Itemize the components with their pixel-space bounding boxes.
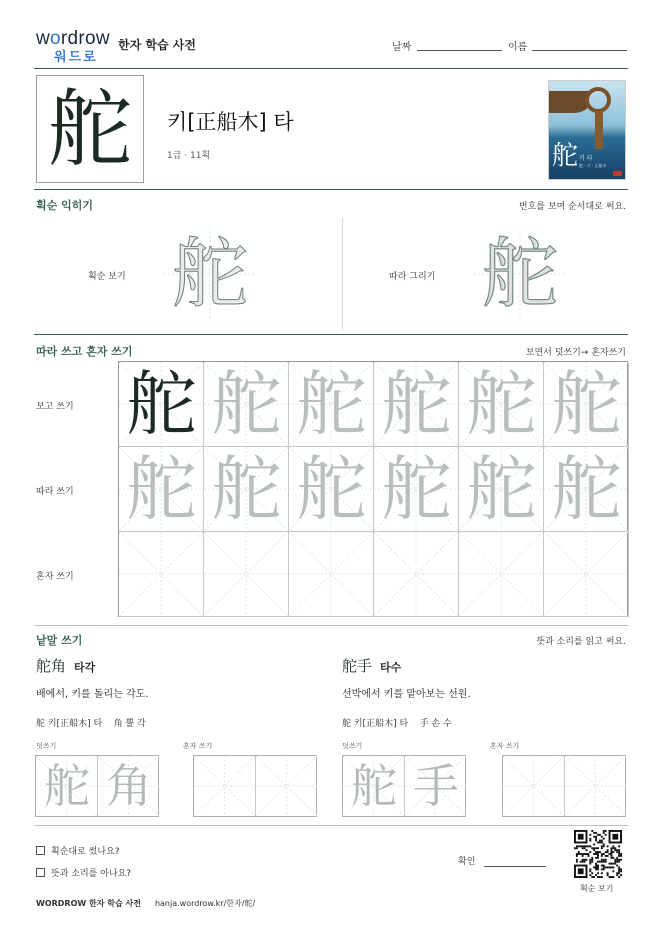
practice-cell[interactable] — [544, 447, 629, 532]
vocab-parts-1: 舵 키[正船木] 타 角 뿔 각 — [36, 719, 146, 729]
practice-grid[interactable] — [118, 361, 628, 617]
practice-cell[interactable] — [374, 532, 459, 617]
trace-character: 舵 — [381, 448, 452, 530]
vocab-alone-label-2: 혼자 쓰기 — [490, 742, 520, 750]
vocab-meaning-2: 선박에서 키를 맡아보는 선원. — [342, 689, 471, 700]
stroke-rule — [34, 334, 628, 335]
checklist-text: 뜻과 소리를 아나요? — [51, 869, 132, 879]
trace-character: 舵 — [466, 363, 537, 445]
trace-char: 舵 — [44, 759, 90, 813]
illustration-subcaption: 舵 · 키 · 正船木 — [579, 163, 607, 168]
vocab-word-2: 舵手 — [342, 657, 373, 675]
vocab-trace-label-1: 덧쓰기 — [36, 742, 57, 750]
checkbox[interactable] — [36, 868, 45, 877]
vocab-alone-grid-2[interactable] — [502, 755, 626, 817]
vocab-trace-grid-2[interactable] — [342, 755, 466, 817]
practice-cell[interactable] — [289, 362, 374, 447]
trace-character: 舵 — [211, 448, 282, 530]
trace-character: 舵 — [296, 448, 367, 530]
practice-section-hint: 보면서 덧쓰기→ 혼자쓰기 — [525, 348, 626, 358]
guide-lines — [374, 532, 458, 616]
logo-wordmark: wordrow — [36, 28, 110, 49]
qr-label: 획순 보기 — [580, 884, 614, 893]
row-label-alone: 혼자 쓰기 — [36, 572, 74, 582]
ship-deck — [549, 91, 589, 113]
vocab-rule — [34, 825, 628, 826]
row-label-see: 보고 쓰기 — [36, 402, 74, 412]
guide-lines — [459, 532, 543, 616]
vocab-alone-label-1: 혼자 쓰기 — [183, 742, 213, 750]
guide-lines — [565, 756, 626, 816]
guide-lines — [204, 532, 288, 616]
practice-cell[interactable] — [204, 362, 289, 447]
ship-wheel — [585, 87, 611, 113]
practice-cell[interactable] — [544, 362, 629, 447]
guide-lines — [194, 756, 255, 816]
footer-brand-line — [36, 898, 255, 909]
trace-char: 角 — [106, 759, 152, 813]
stroke-view-label: 획순 보기 — [88, 272, 126, 282]
practice-cell[interactable] — [289, 447, 374, 532]
practice-rule — [34, 625, 628, 626]
stroke-section-title: 획순 익히기 — [36, 199, 93, 212]
vocab-reading-1: 타각 — [74, 661, 96, 674]
vocab-section-title: 낱말 쓰기 — [36, 634, 83, 647]
trace-character: 舵 — [296, 363, 367, 445]
confirm-line — [484, 866, 546, 867]
trace-label: 따라 그리기 — [389, 272, 436, 282]
name-label: 이름 — [508, 42, 528, 53]
ship-post — [595, 111, 603, 149]
trace-diagram[interactable] — [474, 228, 566, 320]
practice-cell[interactable] — [119, 532, 204, 617]
trace-char: 舵 — [351, 759, 397, 813]
header-rule — [34, 68, 628, 69]
hero-reading: 키[正船木] 타 — [167, 110, 294, 134]
checklist-item-stroke[interactable] — [36, 844, 120, 857]
mini-cell[interactable] — [194, 756, 256, 816]
logo-korean: 워드로 — [54, 50, 98, 65]
vocab-meaning-1: 배에서, 키를 돌리는 각도. — [36, 689, 149, 700]
trace-character: 舵 — [551, 448, 622, 530]
vocab-section-hint: 뜻과 소리를 읽고 써요. — [536, 637, 626, 647]
stroke-order-character: 舵 — [172, 229, 248, 318]
vocab-word-1: 舵角 — [36, 657, 67, 675]
footer-url[interactable]: hanja.wordrow.kr/한자/舵/ — [154, 899, 256, 908]
site-title: 한자 학습 사전 — [118, 38, 196, 52]
vocab-alone-grid-1[interactable] — [193, 755, 317, 817]
vocab-parts-2: 舵 키[正船木] 타 手 손 수 — [342, 719, 452, 729]
hero-character: 舵 — [47, 80, 132, 178]
guide-lines — [544, 532, 628, 616]
confirm-label: 확인 — [458, 857, 476, 867]
practice-section-title: 따라 쓰고 혼자 쓰기 — [36, 345, 133, 358]
illustration-character: 舵 — [552, 141, 579, 171]
practice-cell[interactable] — [459, 447, 544, 532]
trace-character: 舵 — [211, 363, 282, 445]
guide-lines — [256, 756, 317, 816]
trace-char: 手 — [413, 759, 459, 813]
practice-cell[interactable] — [204, 447, 289, 532]
footer-brand: WORDROW 한자 학습 사전 — [36, 899, 141, 908]
hero-meta: 1급 · 11획 — [167, 151, 211, 161]
practice-cell[interactable] — [374, 447, 459, 532]
trace-character: 舵 — [466, 448, 537, 530]
stroke-order-diagram — [164, 228, 256, 320]
checklist-text: 획순대로 썼나요? — [51, 847, 120, 857]
practice-cell[interactable] — [544, 532, 629, 617]
trace-character: 舵 — [551, 363, 622, 445]
model-character: 舵 — [126, 363, 197, 445]
stroke-divider — [342, 218, 343, 330]
trace-character: 舵 — [482, 229, 558, 318]
mini-cell[interactable] — [97, 756, 159, 816]
qr-pattern — [574, 830, 622, 878]
practice-cell[interactable] — [119, 447, 204, 532]
practice-cell[interactable] — [204, 532, 289, 617]
mini-cell[interactable] — [503, 756, 565, 816]
practice-cell[interactable] — [459, 362, 544, 447]
vocab-trace-label-2: 덧쓰기 — [342, 742, 363, 750]
qr-code-icon[interactable] — [574, 830, 622, 878]
mini-cell[interactable] — [564, 756, 626, 816]
name-line — [532, 50, 627, 51]
checklist-item-meaning[interactable] — [36, 866, 131, 879]
illustration-tag — [613, 171, 622, 176]
illustration-caption: 키 타 — [579, 155, 593, 162]
vocab-reading-2: 타수 — [380, 661, 402, 674]
date-line — [417, 50, 502, 51]
trace-character: 舵 — [381, 363, 452, 445]
trace-character: 舵 — [126, 448, 197, 530]
hero-illustration — [548, 80, 626, 180]
practice-cell[interactable] — [374, 362, 459, 447]
wordrow-logo[interactable] — [36, 28, 114, 66]
guide-lines — [503, 756, 564, 816]
vocab-trace-grid-1[interactable] — [35, 755, 159, 817]
mini-cell[interactable] — [343, 756, 405, 816]
date-label: 날짜 — [392, 42, 412, 53]
guide-lines — [119, 532, 203, 616]
practice-cell[interactable] — [459, 532, 544, 617]
mini-cell[interactable] — [404, 756, 466, 816]
mini-cell[interactable] — [255, 756, 317, 816]
hero-character-box — [36, 75, 144, 183]
mini-cell[interactable] — [36, 756, 98, 816]
guide-lines — [289, 532, 373, 616]
stroke-section-hint: 번호를 보며 순서대로 써요. — [518, 202, 626, 212]
practice-cell[interactable] — [289, 532, 374, 617]
practice-cell[interactable] — [119, 362, 204, 447]
row-label-trace: 따라 쓰기 — [36, 487, 74, 497]
checkbox[interactable] — [36, 846, 45, 855]
hero-rule — [34, 189, 628, 190]
